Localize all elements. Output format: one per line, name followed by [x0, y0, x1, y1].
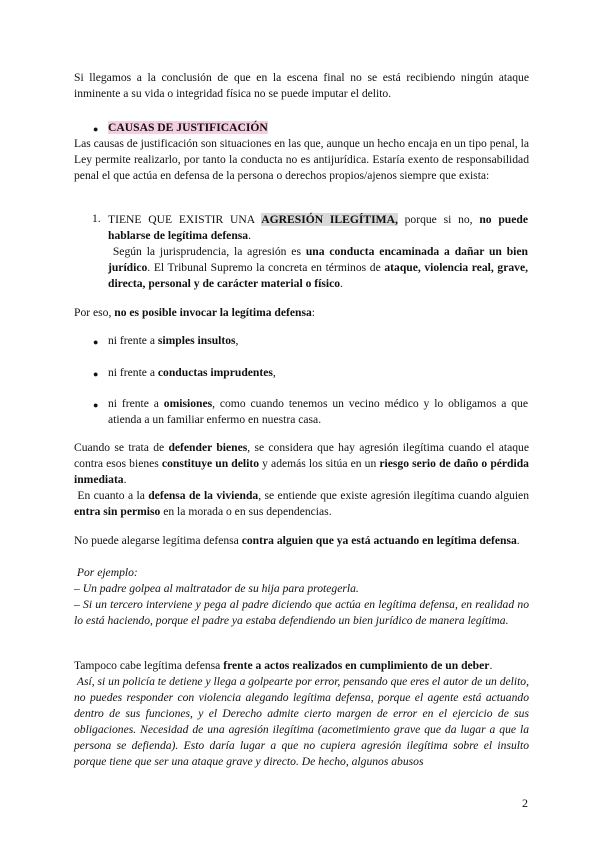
bullet-icon: ● — [93, 369, 99, 379]
por-eso-paragraph: Por eso, no es posible invocar la legítima defensa: — [74, 306, 316, 319]
section-heading: CAUSAS DE JUSTIFICACIÓN — [108, 121, 268, 134]
list-item: ni frente a simples insultos, — [108, 334, 239, 347]
example-line-1: – Un padre golpea al maltratador de su hija para protegerla. — [74, 582, 359, 595]
tampoco-paragraph: Tampoco cabe legítima defensa frente a actos realizados en cumplimiento de un deber. — [74, 659, 493, 672]
bullet-icon: ● — [93, 400, 99, 410]
justification-paragraph: Las causas de justificación son situaciones en las que, aunque un hecho encaja en un tipo penal, la Ley permite realizarlo, por tanto la conducta no es antijurídica. Estaría exento de responsabilidad penal el que actúa en defensa de la persona o derechos propios/ajenos siempre que exista: — [74, 137, 529, 182]
list-number: 1. — [92, 212, 101, 225]
intro-paragraph: Si llegamos a la conclusión de que en la escena final no se está recibiendo ningún ataque inminente a su vida o integridad física no se puede imputar el delito. — [74, 71, 529, 100]
vivienda-paragraph: En cuanto a la defensa de la vivienda, se entiende que existe agresión ilegítima cuando alguien entra sin permiso en la morada o en sus dependencias. — [74, 489, 529, 518]
heading-bullet-icon: ● — [93, 124, 99, 134]
page-number: 2 — [522, 796, 528, 810]
example-label: Por ejemplo: — [76, 566, 138, 579]
no-puede-paragraph: No puede alegarse legítima defensa contra alguien que ya está actuando en legítima defensa. — [74, 534, 520, 547]
list-item: ni frente a omisiones, como cuando tenemos un vecino médico y lo obligamos a que atienda a un familiar enfermo en nuestra casa. — [108, 397, 528, 426]
aggression-item: TIENE QUE EXISTIR UNA AGRESIÓN ILEGÍTIMA, porque si no, no puede hablarse de legítima defensa. — [108, 213, 528, 242]
final-paragraph: Así, si un policía te detiene y llega a golpearte por error, pensando que eres el autor de un delito, no puedes responder con violencia alegando legítima defensa, porque el agente está actuando dentro de sus funciones, y el Derecho admite cierto margen de error en el ejercicio de sus obligaciones. Necesidad de una agresión ilegítima (acometimiento grave que da lugar a que la persona se defienda). Esto daría lugar a que no cupiera agresión ilegítima sobre el insulto porque tiene que ser una ataque grave y directo. De hecho, algunos abusos — [74, 675, 529, 768]
jurisprudence-paragraph: Según la jurisprudencia, la agresión es una conducta encaminada a dañar un bien jurídico. El Tribunal Supremo la concreta en términos de ataque, violencia real, grave, directa, personal y de carácter material o físico. — [108, 245, 528, 290]
example-line-2: – Si un tercero interviene y pega al padre diciendo que actúa en legítima defensa, en realidad no lo está haciendo, porque el padre ya estaba defendiendo un bien jurídico de manera legítima. — [74, 598, 529, 627]
bienes-paragraph: Cuando se trata de defender bienes, se considera que hay agresión ilegítima cuando el ataque contra esos bienes constituye un delito y además los sitúa en un riesgo serio de daño o pérdida inmediata. — [74, 441, 529, 486]
list-item: ni frente a conductas imprudentes, — [108, 366, 276, 379]
bullet-icon: ● — [93, 337, 99, 347]
